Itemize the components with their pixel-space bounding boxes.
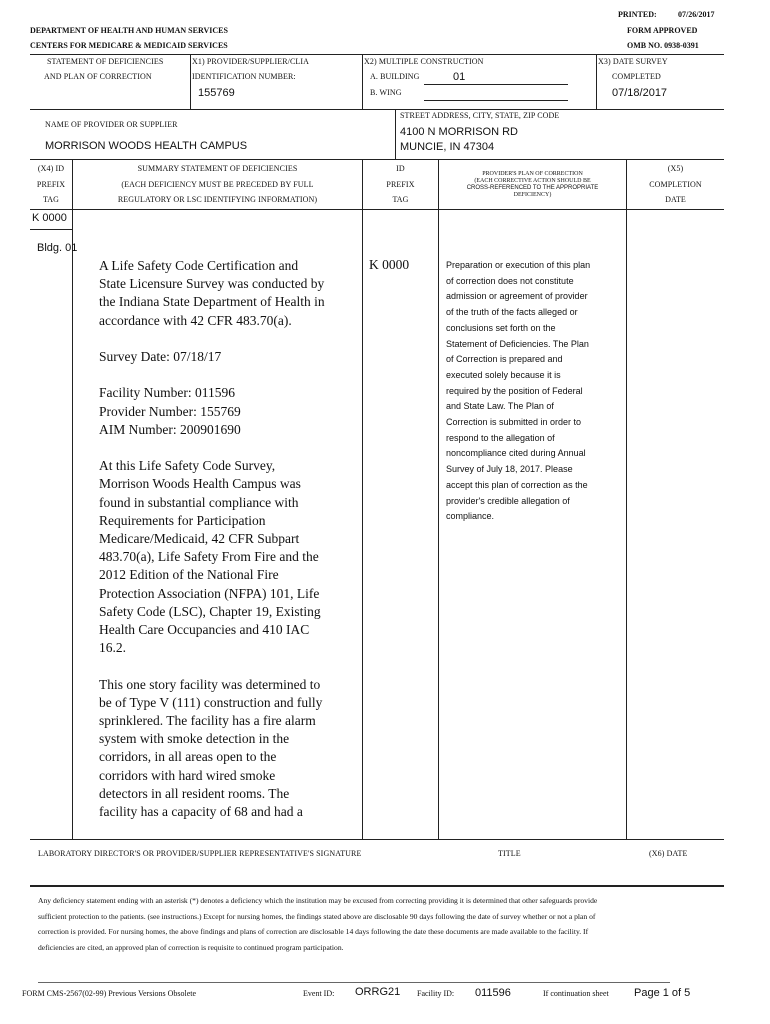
rule xyxy=(30,229,72,230)
provider-name-label: NAME OF PROVIDER OR SUPPLIER xyxy=(45,120,178,129)
x2-label: X2) MULTIPLE CONSTRUCTION xyxy=(364,57,484,66)
x3-sub-label: COMPLETED xyxy=(612,72,661,81)
rule xyxy=(30,109,724,110)
summary-header-3: REGULATORY OR LSC IDENTIFYING INFORMATION) xyxy=(117,195,318,204)
facility-id: 011596 xyxy=(475,987,511,999)
centers-title: CENTERS FOR MEDICARE & MEDICAID SERVICES xyxy=(30,41,228,50)
continuation-label: If continuation sheet xyxy=(543,989,609,998)
id-header-3: TAG xyxy=(392,195,409,204)
rule xyxy=(30,885,724,887)
rule xyxy=(30,209,724,210)
rule xyxy=(30,839,724,840)
page-number: Page 1 of 5 xyxy=(634,987,691,999)
disclaimer-footnote: Any deficiency statement ending with an asterisk (*) denotes a deficiency which the institution may be excused from correcting providing it is determined that other safeguards provide sufficient protection to the patients. (see instructions.) Except for nursing homes, the findings stated above are disclosable 90 days following the date of survey whether or not a plan of correction is provided. For nursing homes, the above findings and plans of correction are disclosable 14 days following the date these documents are made available to the facility. If deficiencies are cited, an approved plan of correction is requisite to continued program participation. xyxy=(38,896,598,952)
plan-of-correction: Preparation or execution of this plan of correction does not constitute admission or agreement of provider of the truth of the facts alleged or conclusions set forth on the Statement of Deficiencies. The Plan of Correction is prepared and executed solely because it is required by the position of Federal and State Law. The Plan of Correction is submitted in order to respond to the allegation of noncompliance cited during Annual Survey of July 18, 2017. Please accept this plan of correction as the provider's credible allegation of compliance. xyxy=(446,260,591,522)
x5-header: (X5) xyxy=(667,164,684,173)
x4-header-3: TAG xyxy=(42,195,60,204)
x4-header: (X4) ID xyxy=(37,164,65,173)
lab-director-label: LABORATORY DIRECTOR'S OR PROVIDER/SUPPLIER REPRESENTATIVE'S SIGNATURE xyxy=(38,849,362,858)
x5-header-3: DATE xyxy=(665,195,686,204)
summary-header: SUMMARY STATEMENT OF DEFICIENCIES xyxy=(137,164,298,173)
address-line1: 4100 N MORRISON RD xyxy=(400,126,518,138)
form-number: FORM CMS-2567(02-99) Previous Versions Obsolete xyxy=(22,989,197,998)
event-id-label: Event ID: xyxy=(303,989,335,998)
printed-label: PRINTED: xyxy=(618,10,657,19)
omb-number: OMB NO. 0938-0391 xyxy=(627,41,699,50)
x5-header-2: COMPLETION xyxy=(649,180,702,189)
rule xyxy=(38,982,670,983)
survey-date: 07/18/2017 xyxy=(612,87,668,99)
plan-label: AND PLAN OF CORRECTION xyxy=(44,72,152,81)
plan-header-2: (EACH CORRECTIVE ACTION SHOULD BE xyxy=(474,178,591,184)
statement-label: STATEMENT OF DEFICIENCIES xyxy=(47,57,164,66)
id-header-2: PREFIX xyxy=(386,180,415,189)
wing-label: B. WING xyxy=(370,88,402,97)
rule xyxy=(362,54,363,109)
rule xyxy=(395,109,396,159)
rule xyxy=(30,159,724,160)
address-label: STREET ADDRESS, CITY, STATE, ZIP CODE xyxy=(400,111,560,120)
plan-header: PROVIDER'S PLAN OF CORRECTION xyxy=(482,171,583,177)
rule xyxy=(362,159,363,839)
rule xyxy=(626,159,627,839)
building-value: 01 xyxy=(453,71,466,83)
rule xyxy=(438,159,439,839)
building-label: A. BUILDING xyxy=(370,72,420,81)
rule xyxy=(190,54,191,109)
tag-plan: K 0000 xyxy=(369,257,410,272)
dept-title: DEPARTMENT OF HEALTH AND HUMAN SERVICES xyxy=(30,26,228,35)
plan-header-3: CROSS-REFERENCED TO THE APPROPRIATE xyxy=(466,185,599,191)
provider-number: 155769 xyxy=(198,87,235,99)
facility-id-label: Facility ID: xyxy=(417,989,455,998)
x1-label: X1) PROVIDER/SUPPLIER/CLIA xyxy=(192,57,310,66)
provider-name: MORRISON WOODS HEALTH CAMPUS xyxy=(45,140,248,152)
event-id: ORRG21 xyxy=(355,986,401,998)
x6-date-label: (X6) DATE xyxy=(649,849,688,858)
rule xyxy=(30,54,724,55)
form-approved: FORM APPROVED xyxy=(627,26,698,35)
building-tag: Bldg. 01 xyxy=(37,242,78,254)
printed-date: 07/26/2017 xyxy=(678,10,715,19)
rule xyxy=(72,159,73,839)
summary-statement: A Life Safety Code Certification and State Licensure Survey was conducted by the Indiana State Department of Health in accordance with 42 CFR 483.70(a). Survey Date: 07/18/17 Facility Number: 011596 Provider Number: 155769 AIM Number: 200901690 At this Life Safety Code Survey, Morrison Woods Health Campus was found in substantial compliance with Requirements for Participation Medicare/Medicaid, 42 CFR Subpart 483.70(a), Life Safety From Fire and the 2012 Edition of the National Fire Protection Association (NFPA) 101, Life Safety Code (LSC), Chapter 19, Existing Health Care Occupancies and 410 IAC 16.2. This one story facility was determined to be of Type V (111) construction and fully sprinklered. The facility has a fire alarm system with smoke detection in the corridors, in all areas open to the corridors with hard wired smoke detectors in all resident rooms. The facility has a capacity of 68 and had a xyxy=(99,258,325,820)
tag-main: K 0000 xyxy=(32,212,67,224)
wing-underline xyxy=(424,100,568,101)
rule xyxy=(596,54,597,109)
summary-header-2: (EACH DEFICIENCY MUST BE PRECEDED BY FULL xyxy=(121,180,314,189)
x1-sub-label: IDENTIFICATION NUMBER: xyxy=(192,72,296,81)
x4-header-2: PREFIX xyxy=(36,180,66,189)
building-underline xyxy=(424,84,568,85)
id-header: ID xyxy=(396,164,405,173)
address-line2: MUNCIE, IN 47304 xyxy=(400,141,495,153)
x3-label: X3) DATE SURVEY xyxy=(598,57,668,66)
title-label: TITLE xyxy=(498,849,521,858)
plan-header-4: DEFICIENCY) xyxy=(513,192,552,198)
